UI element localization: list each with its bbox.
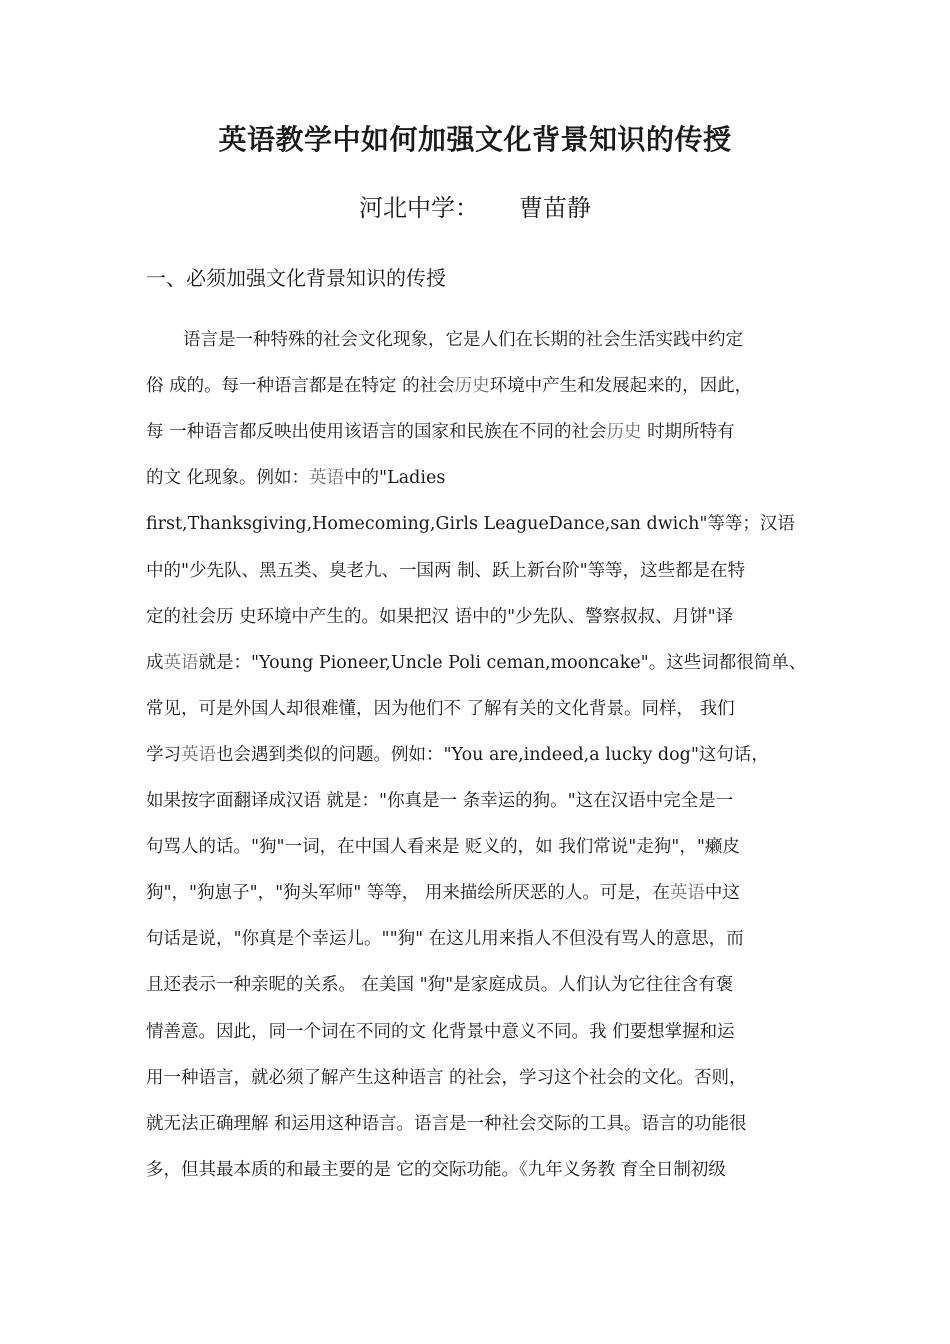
body-text-segment: 句话是说，"你真是个幸运儿。""狗" 在这儿用来指人不但没有骂人的意思，而 bbox=[146, 929, 744, 950]
body-text-segment: 定的社会历 史环境中产生的。如果把汉 语中的"少先队、警察叔叔、月饼"译 bbox=[146, 606, 734, 627]
body-line bbox=[146, 697, 735, 721]
highlighted-term: 历史 bbox=[454, 376, 490, 397]
body-text-segment: 就无法正确理解 和运用这种语言。语言是一种社会交际的工具。语言的功能很 bbox=[146, 1113, 747, 1134]
body-line bbox=[183, 328, 743, 352]
body-text-segment: 就是："Young Pioneer,Uncle Poli ceman,mooncake"。这些词都很简单、 bbox=[198, 652, 807, 673]
body-line bbox=[146, 374, 752, 398]
body-line bbox=[146, 651, 806, 675]
body-text-segment: 每 一种语言都反映出使用该语言的国家和民族在不同的社会 bbox=[146, 422, 607, 443]
body-text-segment: 学习 bbox=[146, 744, 181, 765]
body-text-segment: 成 bbox=[146, 652, 164, 673]
body-line bbox=[146, 1020, 735, 1044]
body-line bbox=[146, 559, 745, 583]
body-text-segment: 语言是一种特殊的社会文化现象，它是人们在长期的社会生活实践中约定 bbox=[183, 330, 743, 350]
body-line bbox=[146, 927, 744, 951]
body-text-segment: 多，但其最本质的和最主要的是 它的交际功能。《九年义务教 育全日制初级 bbox=[146, 1159, 726, 1180]
body-line bbox=[146, 835, 740, 859]
highlighted-term: 英语 bbox=[309, 468, 345, 489]
body-line bbox=[146, 512, 795, 536]
body-text-segment: 时期所特有 bbox=[641, 422, 735, 443]
body-line bbox=[146, 1112, 747, 1136]
section-heading: 一、必须加强文化背景知识的传授 bbox=[146, 266, 446, 290]
body-line bbox=[146, 973, 733, 997]
body-line bbox=[146, 605, 733, 629]
body-text-segment: 常见，可是外国人却很难懂，因为他们不 了解有关的文化背景。同样， 我们 bbox=[146, 698, 735, 719]
highlighted-term: 英语 bbox=[669, 883, 705, 904]
body-text-segment: 且还表示一种亲昵的关系。 在美国 "狗"是家庭成员。人们认为它往往含有褒 bbox=[146, 975, 734, 996]
highlighted-term: 英语 bbox=[181, 744, 216, 765]
body-line bbox=[146, 466, 445, 490]
body-text-segment: 句骂人的话。"狗"一词，在中国人看来是 贬义的，如 我们常说"走狗"，"癞皮 bbox=[146, 837, 740, 858]
body-text-segment: 的文 化现象。例如： bbox=[146, 468, 310, 489]
body-text-segment: 中的"Ladies bbox=[344, 468, 446, 489]
body-line bbox=[146, 420, 735, 444]
author-line bbox=[0, 188, 950, 223]
document-title: 英语教学中如何加强文化背景知识的传授 bbox=[218, 123, 732, 156]
body-text-segment: 情善意。因此，同一个词在不同的文 化背景中意义不同。我 们要想掌握和运 bbox=[146, 1021, 735, 1042]
highlighted-term: 英语 bbox=[163, 652, 199, 673]
body-text-segment: 中这 bbox=[704, 883, 740, 904]
body-line bbox=[146, 789, 733, 813]
body-line bbox=[146, 1066, 747, 1090]
body-line bbox=[146, 881, 740, 905]
body-text-segment: 狗"，"狗崽子"，"狗头军师" 等等， 用来描绘所厌恶的人。可是，在 bbox=[146, 883, 670, 904]
author-affiliation: 河北中学： bbox=[359, 194, 479, 222]
body-line bbox=[146, 743, 769, 767]
body-text-segment: 也会遇到类似的问题。例如："You are,indeed,a lucky dog"这句话， bbox=[216, 744, 769, 765]
highlighted-term: 历史 bbox=[606, 422, 642, 443]
body-text-segment: 中的"少先队、黑五类、臭老九、一国两 制、跃上新台阶"等等，这些都是在特 bbox=[146, 560, 746, 581]
author-name: 曹苗静 bbox=[519, 194, 591, 222]
body-text-segment: 用一种语言，就必须了解产生这种语言 的社会，学习这个社会的文化。否则， bbox=[146, 1067, 747, 1088]
body-text-segment: 俗 成的。每一种语言都是在特定 的社会 bbox=[146, 376, 455, 397]
body-text-segment: first,Thanksgiving,Homecoming,Girls LeagueDance,san dwich"等等；汉语 bbox=[146, 514, 795, 535]
body-text-segment: 环境中产生和发展起来的，因此， bbox=[489, 376, 753, 397]
body-text-segment: 如果按字面翻译成汉语 就是："你真是一 条幸运的狗。"这在汉语中完全是一 bbox=[146, 791, 734, 811]
body-line bbox=[146, 1158, 726, 1182]
